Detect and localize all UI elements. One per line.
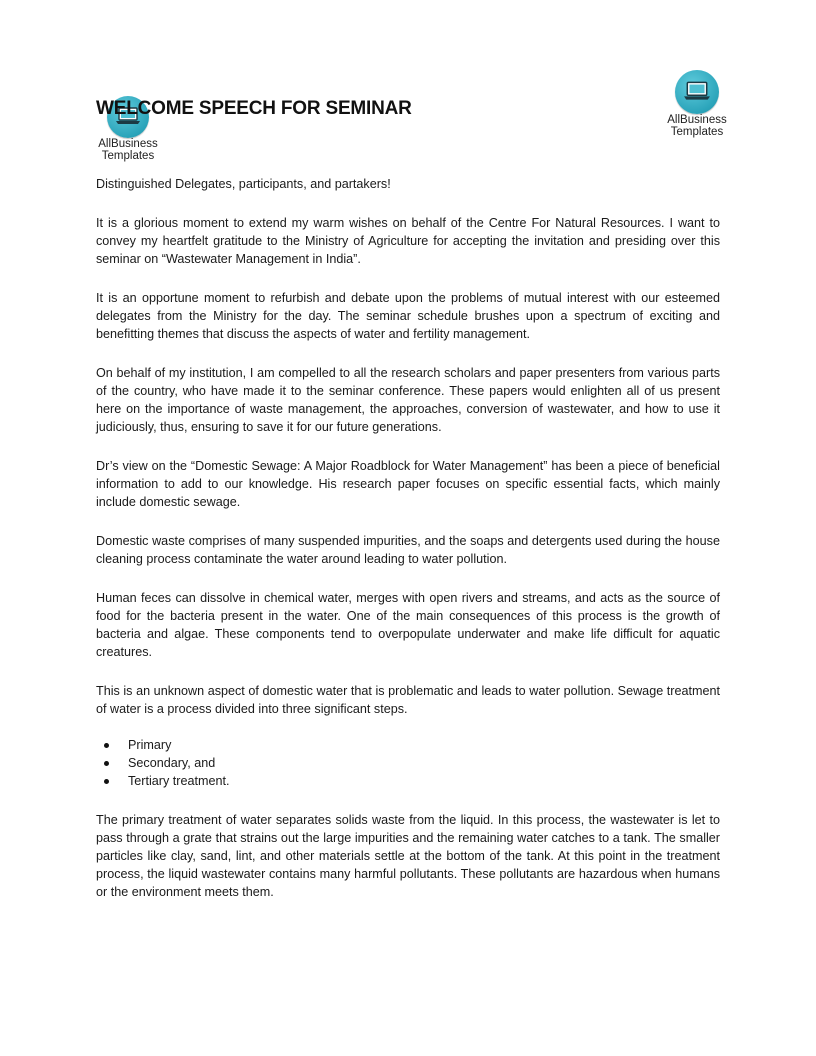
paragraph-2: It is an opportune moment to refurbish and debate upon the problems of mutual interest with our esteemed delegates from the Ministry for the day. The seminar schedule brushes upon a spectrum of exciting and benefitting themes that discuss the aspects of water and fertility management. [96, 291, 720, 341]
list-item [96, 754, 720, 772]
step-label: Tertiary treatment. [128, 774, 230, 788]
document-header [96, 98, 720, 120]
logo-right-line1: AllBusiness [667, 114, 727, 126]
salutation: Distinguished Delegates, participants, and partakers! [96, 177, 391, 191]
document-body [96, 175, 720, 922]
paragraph-5: Domestic waste comprises of many suspended impurities, and the soaps and detergents used during the house cleaning process contaminate the water around leading to water pollution. [96, 534, 720, 566]
list-item [96, 772, 720, 790]
paragraph-6: Human feces can dissolve in chemical water, merges with open rivers and streams, and acts as the source of food for the bacteria present in the water. One of the main consequences of this process is the growth of bacteria and algae. These components tend to overpopulate underwater and make life difficult for aquatic creatures. [96, 591, 720, 659]
closing-paragraph: The primary treatment of water separates solids waste from the liquid. In this process, the wastewater is let to pass through a grate that strains out the large impurities and the remaining water catches to a tank. The smaller particles like clay, sand, lint, and other materials settle at the bottom of the tank. At this point in the treatment process, the liquid wastewater contains many harmful pollutants. These pollutants are hazardous when humans or the environment meets them. [96, 813, 720, 899]
step-label: Secondary, and [128, 756, 216, 770]
page-title: WELCOME SPEECH FOR SEMINAR [96, 98, 412, 119]
paragraph-4: Dr’s view on the “Domestic Sewage: A Major Roadblock for Water Management” has been a piece of beneficial information to add to our knowledge. His research paper focuses on specific essential facts, which mainly include domestic sewage. [96, 459, 720, 509]
list-item [96, 736, 720, 754]
steps-list [96, 736, 720, 790]
bullet-icon [104, 761, 109, 766]
paragraph-7: This is an unknown aspect of domestic water that is problematic and leads to water pollution. Sewage treatment of water is a process divided into three significant steps. [96, 684, 720, 716]
logo-right-line2: Templates [670, 126, 724, 138]
logo-left-line1: AllBusiness [98, 138, 158, 150]
logo-left-line2: Templates [101, 150, 155, 162]
paragraph-3: On behalf of my institution, I am compelled to all the research scholars and paper presenters from various parts of the country, who have made it to the seminar conference. These papers would enlighten all of us present here on the importance of waste management, the approaches, conversion of wastewater, and how to use it judiciously, thus, ensuring to save it for our future generations. [96, 366, 720, 434]
bullet-icon [104, 779, 109, 784]
bullet-icon [104, 743, 109, 748]
step-label: Primary [128, 738, 172, 752]
paragraph-1: It is a glorious moment to extend my warm wishes on behalf of the Centre For Natural Resources. I want to convey my heartfelt gratitude to the Ministry of Agriculture for accepting the invitation and presiding over this seminar on “Wastewater Management in India”. [96, 216, 720, 266]
